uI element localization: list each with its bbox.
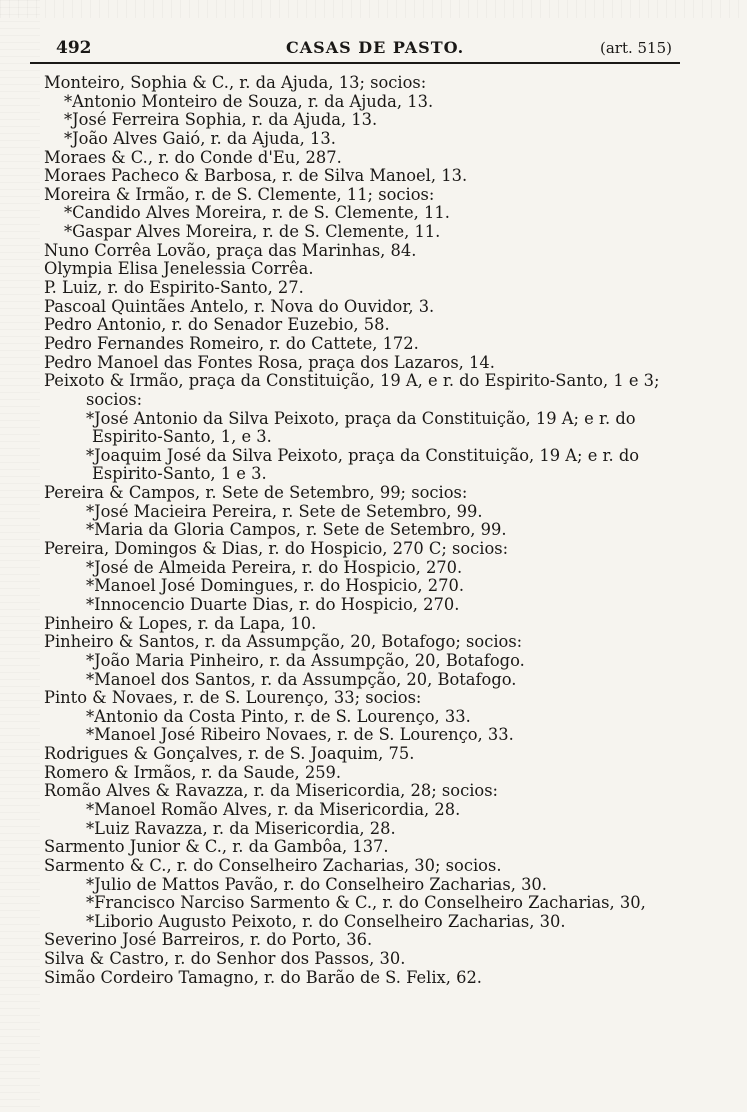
entry-line: Severino José Barreiros, r. do Porto, 36. [44,930,373,950]
entry-line: *Joaquim José da Silva Peixoto, praça da Constituição, 19 A; e r. do [86,445,640,465]
entry-line: Nuno Corrêa Lovão, praça das Marinhas, 84. [44,240,417,260]
entry-line: Pedro Manoel das Fontes Rosa, praça dos Lazaros, 14. [44,352,495,372]
entry-line: Moraes Pacheco & Barbosa, r. de Silva Manoel, 13. [44,166,468,186]
entry-line: Espirito-Santo, 1 e 3. [92,464,267,484]
entry-line: *Antonio Monteiro de Souza, r. da Ajuda, 13. [64,91,434,111]
entry-line: Olympia Elisa Jenelessia Corrêa. [44,259,314,279]
entry-line: socios: [86,389,143,409]
page-top-speckle [0,0,747,18]
entry-line: Sarmento & C., r. do Conselheiro Zacharias, 30; socios. [44,855,502,875]
entry-line: Espirito-Santo, 1, e 3. [92,427,272,447]
entry-line: Pinheiro & Lopes, r. da Lapa, 10. [44,613,317,633]
entry-line: *Liborio Augusto Peixoto, r. do Conselheiro Zacharias, 30. [86,911,566,931]
entry-line: Romero & Irmãos, r. da Saude, 259. [44,762,342,782]
entry-line: Pedro Fernandes Romeiro, r. do Cattete, 172. [44,333,419,353]
entry-line: Pinheiro & Santos, r. da Assumpção, 20, Botafogo; socios: [44,632,523,652]
entry-line: *Gaspar Alves Moreira, r. de S. Clemente, 11. [64,222,441,242]
entry-line: Simão Cordeiro Tamagno, r. do Barão de S. Felix, 62. [44,967,482,987]
entry-line: Monteiro, Sophia & C., r. da Ajuda, 13; socios: [44,73,427,92]
entry-line: Rodrigues & Gonçalves, r. de S. Joaquim, 75. [44,744,415,764]
entry-line: P. Luiz, r. do Espirito-Santo, 27. [44,278,304,298]
entry-line: *Manoel dos Santos, r. da Assumpção, 20, Botafogo. [86,669,517,689]
entry-line: *João Maria Pinheiro, r. da Assumpção, 20, Botafogo. [86,650,525,670]
page-header [30,38,680,62]
running-title: CASAS DE PASTO. [286,38,465,57]
entry-line: *José Macieira Pereira, r. Sete de Setembro, 99. [86,501,483,521]
header-rule [30,62,680,64]
entry-line: Pascoal Quintães Antelo, r. Nova do Ouvidor, 3. [44,296,435,316]
entry-line: *Manoel José Domingues, r. do Hospicio, 270. [86,576,465,596]
entry-line: Silva & Castro, r. do Senhor dos Passos, 30. [44,949,406,969]
entry-line: Moraes & C., r. do Conde d'Eu, 287. [44,147,342,167]
entry-line: *Julio de Mattos Pavão, r. do Conselheiro Zacharias, 30. [86,874,547,894]
entry-line: Pereira & Campos, r. Sete de Setembro, 99; socios: [44,483,468,503]
entry-line: *Candido Alves Moreira, r. de S. Clemente, 11. [64,203,450,223]
entry-line: Pinto & Novaes, r. de S. Lourenço, 33; socios: [44,688,422,708]
entry-line: Moreira & Irmão, r. de S. Clemente, 11; socios: [44,184,435,204]
entry-line: *Manoel José Ribeiro Novaes, r. de S. Lourenço, 33. [86,725,514,745]
entry-line: Pereira, Domingos & Dias, r. do Hospicio, 270 C; socios: [44,539,509,559]
page-number: 492 [56,38,92,58]
entry-line: Peixoto & Irmão, praça da Constituição, 19 A, e r. do Espirito-Santo, 1 e 3; [44,371,660,391]
article-reference: (art. 515) [599,39,672,57]
entry-line: Sarmento Junior & C., r. da Gambôa, 137. [44,837,389,857]
entry-line: *Maria da Gloria Campos, r. Sete de Setembro, 99. [86,520,507,540]
entry-line: Pedro Antonio, r. do Senador Euzebio, 58. [44,315,390,335]
entry-line: *João Alves Gaió, r. da Ajuda, 13. [64,128,336,148]
directory-entries [44,74,704,987]
entry-line: *Antonio da Costa Pinto, r. de S. Lourenço, 33. [86,706,471,726]
entry-line: Romão Alves & Ravazza, r. da Misericordia, 28; socios: [44,781,499,801]
entry-line: *José Antonio da Silva Peixoto, praça da Constituição, 19 A; e r. do [86,408,636,428]
page-edge-speckle [0,0,40,1112]
entry-line: *José de Almeida Pereira, r. do Hospicio, 270. [86,557,463,577]
entry-line: *Innocencio Duarte Dias, r. do Hospicio, 270. [86,594,460,614]
entry-line: *José Ferreira Sophia, r. da Ajuda, 13. [64,110,378,130]
entry-line: *Luiz Ravazza, r. da Misericordia, 28. [86,818,396,838]
entry-line: *Manoel Romão Alves, r. da Misericordia, 28. [86,799,461,819]
entry-line: *Francisco Narciso Sarmento & C., r. do Conselheiro Zacharias, 30, [86,893,646,913]
